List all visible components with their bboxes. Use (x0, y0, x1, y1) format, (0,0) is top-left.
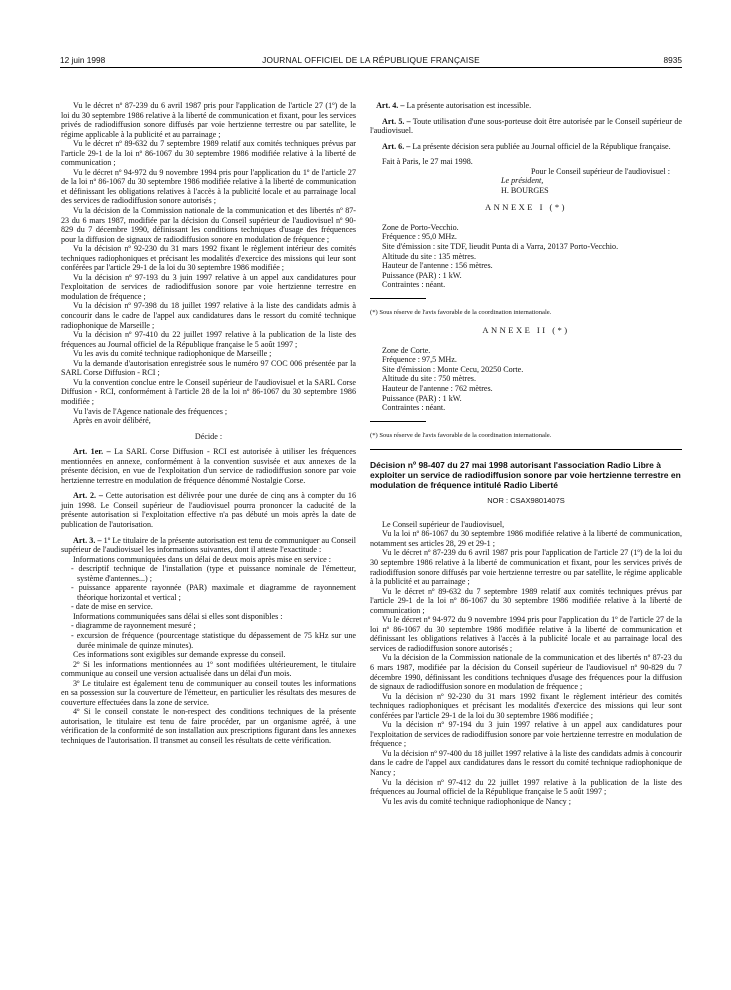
visa-paragraph: Vu la loi nº 86-1067 du 30 septembre 1986 modifiée relative à la liberté de communication, notamment ses articles 28, 29 et 29-1 ; (370, 529, 682, 548)
page-number: 8935 (663, 55, 682, 65)
list-item: - puissance apparente rayonnée (PAR) maximale et diagramme de rayonnement théorique horizontal et vertical ; (71, 583, 356, 602)
annex-2-footnote: (*) Sous réserve de l'avis favorable de la coordination internationale. (370, 431, 552, 439)
article-3-text: 1º Le titulaire de la présente autorisation est tenu de communiquer au Conseil supérieur de l'audiovisuel les informations suivantes, dont il atteste l'exactitude : (61, 535, 357, 555)
visa-paragraph: Vu le décret nº 89-632 du 7 septembre 1989 relatif aux comités techniques prévus par l'article 29-1 de la loi nº 86-1067 du 30 septembre 1986 modifiée relative à la liberté de communication ; (61, 139, 356, 168)
list-item: - date de mise en service. (71, 602, 153, 612)
left-column (61, 101, 356, 746)
article-2-text: Cette autorisation est délivrée pour une durée de cinq ans à compter du 16 juin 1998. Le Conseil supérieur de l'audiovisuel pourra prononcer la caducité de la présente autorisation si l'exploitation effective n'a pas débuté un mois après la date de publication de l'autorisation. (61, 491, 356, 529)
article-2-label: Art. 2. – (73, 491, 103, 501)
list-item: - diagramme de rayonnement mesuré ; (71, 621, 196, 631)
article-3-para-4: 3º Le titulaire est également tenu de communiquer au conseil toutes les informations en sa possession sur la couverture de l'émetteur, en particulier les résultats des mesures de couverture effectuées dans la zone de service. (61, 678, 356, 707)
annex-1-title: ANNEXE I (*) (485, 202, 567, 213)
visa-paragraph: Le Conseil supérieur de l'audiovisuel, (382, 519, 505, 529)
visa-paragraph: Vu le décret nº 89-632 du 7 septembre 1989 relatif aux comités techniques prévus par l'article 29-1 de la loi nº 86-1067 du 30 septembre 1986 modifiée relative à la liberté de communication ; (370, 586, 682, 615)
article-5-label: Art. 5. – (382, 116, 411, 126)
section-divider (370, 449, 682, 450)
visa-paragraph: Vu la décision nº 97-193 du 3 juin 1997 relative à un appel aux candidatures pour l'exploitation de services de radiodiffusion sonore par voie hertzienne terrestre en modulation de fréquence ; (61, 272, 356, 301)
nor-reference: NOR : CSAX9801407S (487, 496, 565, 506)
annex-line: Fréquence : 97,5 MHz. (382, 355, 457, 365)
visa-paragraph: Vu la décision nº 92-230 du 31 mars 1992 fixant le règlement intérieur des comités techniques radiophoniques et précisant les modalités d'exercice des missions qui leur sont conférées par l'article 29-1 de la loi du 30 septembre 1986 modifiée ; (370, 691, 682, 720)
visa-paragraph: Vu le décret nº 94-972 du 9 novembre 1994 pris pour l'application du 1º de l'article 27 de la loi nº 86-1067 du 30 septembre 1986 modifiée relative à la liberté de communication et définissant les obligations relatives à l'accès à la publicité locale et au parrainage local des services de radiodiffusion sonore autorisés ; (370, 615, 682, 653)
visa-paragraph: Vu le décret nº 87-239 du 6 avril 1987 pris pour l'application de l'article 27 (1º) de la loi du 30 septembre 1986 relative à la liberté de communication et fixant, pour les services privés de radiodiffusion sonore diffusés par voie hertzienne terrestre ou par satellite, le régime applicable à la publicité et au parrainage ; (61, 101, 356, 139)
annex-2-title: ANNEXE II (*) (482, 325, 570, 336)
visa-paragraph: Vu le décret nº 87-239 du 6 avril 1987 pris pour l'application de l'article 27 (1º) de la loi du 30 septembre 1986 relative à la liberté de communication et fixant, pour les services privés de radiodiffusion sonore diffusés par voie hertzienne terrestre ou par satellite, le régime applicable à la publicité et au parrainage ; (370, 548, 682, 587)
annex-line: Altitude du site : 750 mètres. (382, 374, 476, 384)
annex-line: Site d'émission : Monte Cecu, 20250 Corte. (382, 364, 524, 374)
annex-line: Site d'émission : site TDF, lieudit Punta di a Varra, 20137 Porto-Vecchio. (382, 242, 619, 252)
annex-line: Zone de Corte. (382, 345, 431, 355)
technical-info-list (61, 564, 356, 612)
article-3-para-5: 4º Si le conseil constate le non-respect des conditions techniques de la présente autorisation, le titulaire est tenu de faire procéder, par un organisme agréé, à une vérification de la conformité de son installation aux prescriptions figurant dans les annexes techniques de l'autorisation. Il transmet au conseil les résultats de cette vérification. (61, 707, 356, 745)
visa-paragraph: Vu les avis du comité technique radiophonique de Marseille ; (73, 349, 272, 359)
article-1-label: Art. 1er. – (73, 447, 111, 457)
article-3-info-intro: Informations communiquées dans un délai de deux mois après mise en service : (73, 554, 332, 564)
visa-list (61, 101, 356, 426)
visa-paragraph: Vu la décision de la Commission nationale de la communication et des libertés nº 87-23 du 6 mars 1987, modifiée par la décision du Conseil supérieur de l'audiovisuel nº 90-829 du 7 décembre 1990, définissant les conditions techniques d'usage des fréquences pour la diffusion de signaux de radiodiffusion sonore en modulation de fréquence ; (61, 206, 356, 244)
article-6 (370, 142, 682, 152)
annex-line: Puissance (PAR) : 1 kW. (382, 393, 462, 403)
article-3-para-2: Ces informations sont exigibles sur demande expresse du conseil. (73, 650, 286, 660)
article-3 (61, 536, 356, 555)
visa-paragraph: Vu le décret nº 94-972 du 9 novembre 1994 pris pour l'application du 1º de l'article 27 de la loi nº 86-1067 du 30 septembre 1986 modifiée relative à la liberté de communication et définissant les obligations relatives à l'accès à la publicité locale et au parrainage local des services de radiodiffusion sonore autorisés ; (61, 167, 356, 206)
decide-heading: Décide : (194, 431, 223, 441)
annex-line: Puissance (PAR) : 1 kW. (382, 270, 462, 280)
signature-for: Pour le Conseil supérieur de l'audiovisuel : (530, 166, 670, 176)
issue-date: 12 juin 1998 (60, 55, 106, 65)
visa-paragraph: Vu la décision nº 97-400 du 18 juillet 1997 relative à la liste des candidats admis à concourir dans le cadre de l'appel aux candidatures dans le ressort du comité technique radiophonique de Nancy ; (370, 748, 682, 777)
article-3-info-available: Informations communiquées sans délai si elles sont disponibles : (73, 611, 283, 621)
article-1 (61, 447, 356, 485)
annex-line: Hauteur de l'antenne : 762 mètres. (382, 384, 493, 394)
visa-list (370, 520, 682, 806)
right-column (370, 101, 682, 806)
footnote-rule (370, 421, 426, 422)
annex-1-details (370, 223, 682, 290)
annex-2-details (370, 346, 682, 413)
article-6-text: La présente décision sera publiée au Journal officiel de la République française. (412, 141, 671, 151)
available-info-list (61, 621, 356, 650)
done-at: Fait à Paris, le 27 mai 1998. (382, 157, 473, 167)
visa-paragraph: Vu la convention conclue entre le Conseil supérieur de l'audiovisuel et la SARL Corse Diffusion - RCI, conformément à l'article 28 de la loi nº 86-1067 du 30 septembre 1986 modifiée ; (61, 377, 356, 406)
article-4-text: La présente autorisation est incessible. (406, 101, 532, 110)
visa-paragraph: Après en avoir délibéré, (73, 416, 151, 426)
page-header (60, 55, 682, 67)
article-4-label: Art. 4. – (376, 101, 405, 110)
article-5 (370, 117, 682, 136)
signature-role: Le président, (501, 176, 544, 186)
visa-paragraph: Vu la décision nº 97-410 du 22 juillet 1997 relative à la publication de la liste des fréquences au Journal officiel de la République française le 5 août 1997 ; (61, 330, 356, 349)
annex-line: Zone de Porto-Vecchio. (382, 222, 459, 232)
annex-line: Contraintes : néant. (382, 403, 446, 413)
article-3-label: Art. 3. – (73, 535, 102, 545)
article-2 (61, 491, 356, 529)
visa-paragraph: Vu la décision nº 92-230 du 31 mars 1992 fixant le règlement intérieur des comités techniques radiophoniques et précisant les modalités d'exercice des missions qui leur sont conférées par l'article 29-1 de la loi du 30 septembre 1986 modifiée ; (61, 244, 356, 273)
list-item: - descriptif technique de l'installation (type et puissance nominale de l'émetteur, système d'antennes...) ; (71, 564, 356, 583)
signature-name: H. BOURGES (501, 185, 549, 195)
visa-paragraph: Vu la décision nº 97-412 du 22 juillet 1997 relative à la publication de la liste des fréquences au Journal officiel de la République française le 5 août 1997 ; (370, 777, 682, 797)
article-4 (370, 101, 682, 111)
visa-paragraph: Vu la demande d'autorisation enregistrée sous le numéro 97 COC 006 présentée par la SARL Corse Diffusion - RCI ; (61, 358, 356, 378)
visa-paragraph: Vu l'avis de l'Agence nationale des fréquences ; (73, 406, 228, 416)
article-6-label: Art. 6. – (382, 141, 411, 151)
annex-1-footnote: (*) Sous réserve de l'avis favorable de la coordination internationale. (370, 308, 552, 316)
annex-line: Contraintes : néant. (382, 280, 446, 290)
journal-title: JOURNAL OFFICIEL DE LA RÉPUBLIQUE FRANÇAISE (262, 55, 480, 65)
footnote-rule (370, 298, 426, 299)
article-5-text: Toute utilisation d'une sous-porteuse doit être autorisée par le Conseil supérieur de l'audiovisuel. (370, 116, 682, 136)
annex-line: Fréquence : 95,0 MHz. (382, 232, 457, 242)
header-rule (60, 67, 682, 68)
annex-line: Altitude du site : 135 mètres. (382, 251, 476, 261)
visa-paragraph: Vu la décision nº 97-194 du 3 juin 1997 relative à un appel aux candidatures pour l'exploitation de services de radiodiffusion sonore par voie hertzienne terrestre en modulation de fréquence ; (370, 720, 682, 749)
decision-title: Décision nº 98-407 du 27 mai 1998 autorisant l'association Radio Libre à exploiter un service de radiodiffusion sonore par voie hertzienne terrestre en modulation de fréquence intitulé Radio Liberté (370, 460, 681, 491)
annex-line: Hauteur de l'antenne : 156 mètres. (382, 261, 493, 271)
list-item: - excursion de fréquence (pourcentage statistique du dépassement de 75 kHz sur une durée minimale de quinze minutes). (71, 630, 356, 650)
visa-paragraph: Vu les avis du comité technique radiophonique de Nancy ; (382, 796, 571, 806)
article-1-text: La SARL Corse Diffusion - RCI est autorisée à utiliser les fréquences mentionnées en annexe, conformément à la convention susvisée et aux annexes de la présente décision, en vue de l'exploitation d'un service de radiodiffusion sonore par voie hertzienne terrestre en modulation de fréquence dénommé Nostalgie Corse. (61, 447, 357, 485)
visa-paragraph: Vu la décision de la Commission nationale de la communication et des libertés nº 87-23 du 6 mars 1987, modifiée par la décision du Conseil supérieur de l'audiovisuel nº 90-829 du 7 décembre 1990, définissant les conditions techniques d'usage des fréquences pour la diffusion de signaux de radiodiffusion sonore en modulation de fréquence ; (370, 653, 682, 692)
visa-paragraph: Vu la décision nº 97-398 du 18 juillet 1997 relative à la liste des candidats admis à concourir dans le cadre de l'appel aux candidatures dans le ressort du comité technique radiophonique de Marseille ; (61, 301, 356, 330)
article-3-para-3: 2º Si les informations mentionnées au 1º sont modifiées ultérieurement, le titulaire communique au conseil une version actualisée dans un délai d'un mois. (61, 659, 356, 679)
